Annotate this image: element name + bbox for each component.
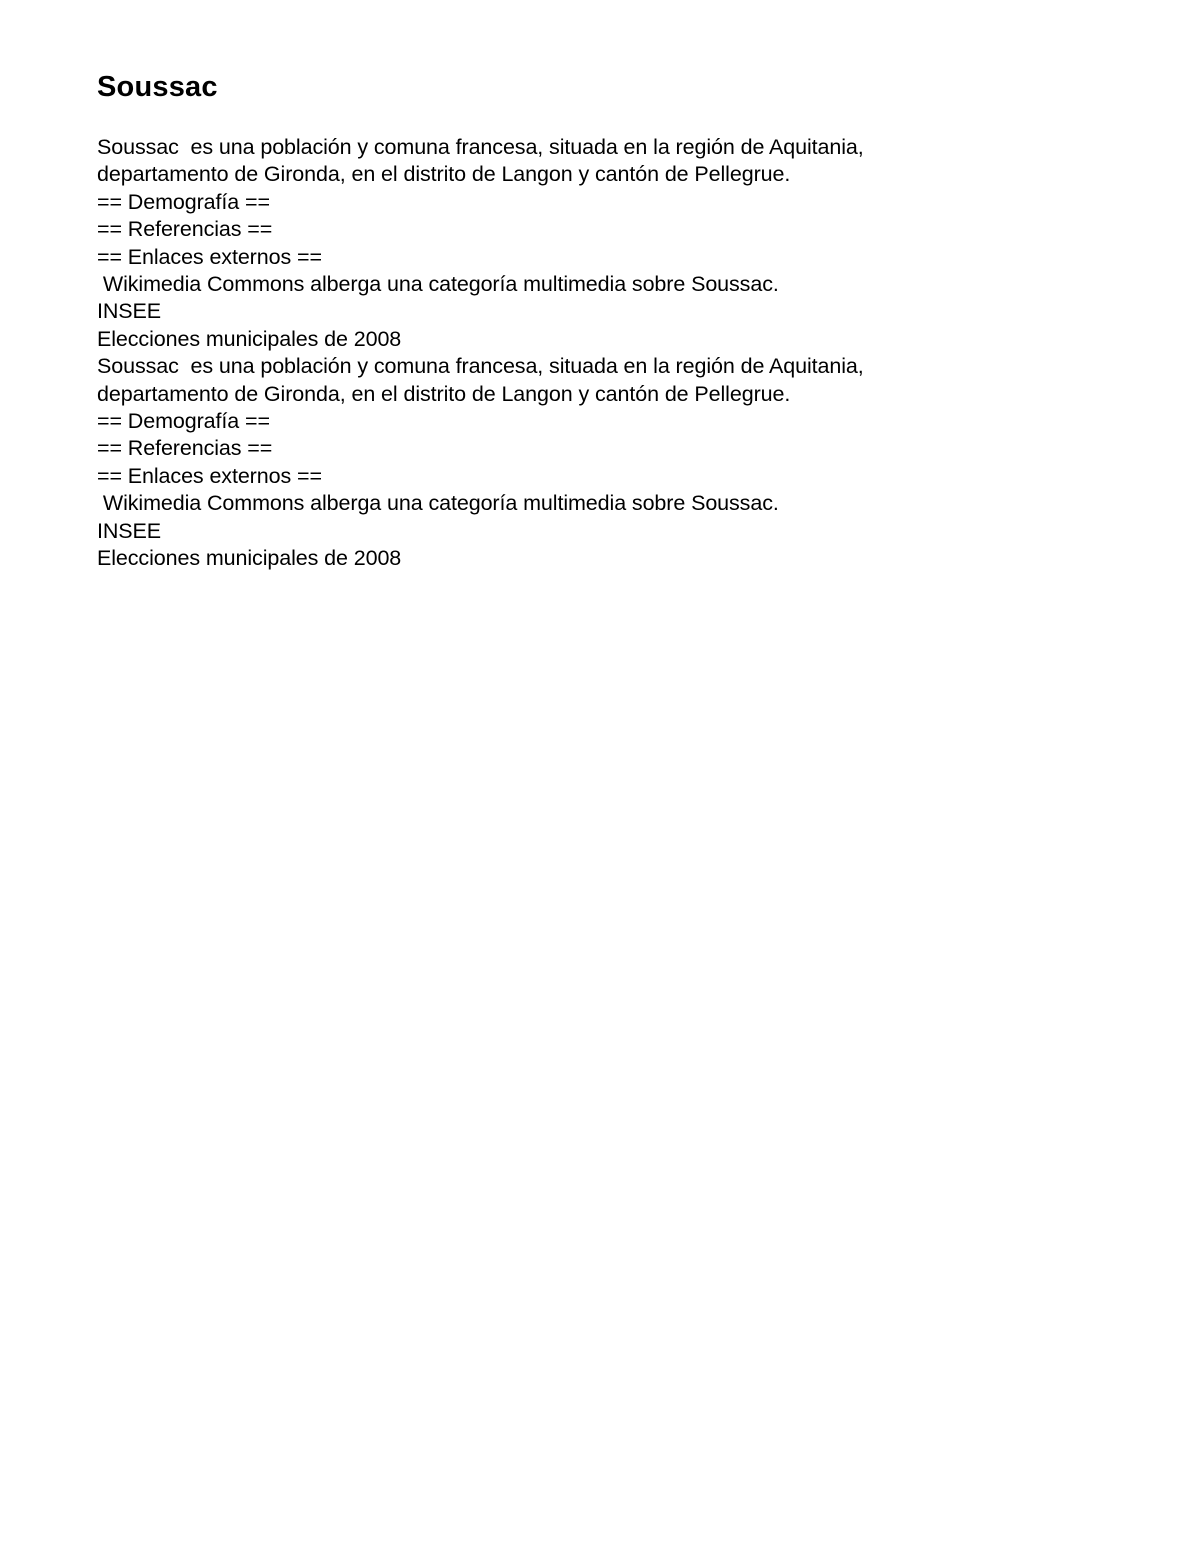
- document-page: [97, 68, 1097, 573]
- section-heading-demografia: == Demografía ==: [97, 189, 270, 214]
- commons-note-repeat: Wikimedia Commons alberga una categoría multimedia sobre Soussac.: [97, 491, 779, 516]
- section-heading-referencias: == Referencias ==: [97, 217, 273, 242]
- section-heading-demografia-repeat: == Demografía ==: [97, 409, 270, 434]
- reference-insee-repeat: INSEE: [97, 518, 162, 543]
- document-body: [97, 134, 1097, 573]
- reference-elecciones: Elecciones municipales de 2008: [97, 326, 402, 351]
- reference-elecciones-repeat: Elecciones municipales de 2008: [97, 546, 402, 571]
- paragraph-intro-line-1: Soussac es una población y comuna francesa, situada en la región de Aquitania,: [97, 135, 864, 159]
- paragraph-intro-line-2-repeat: departamento de Gironda, en el distrito de Langon y cantón de Pellegrue.: [97, 381, 791, 406]
- page-title: Soussac: [97, 71, 218, 103]
- paragraph-intro-line-1-repeat: Soussac es una población y comuna francesa, situada en la región de Aquitania,: [97, 354, 864, 379]
- reference-insee: INSEE: [97, 299, 162, 324]
- section-heading-enlaces-externos: == Enlaces externos ==: [97, 244, 322, 269]
- section-heading-referencias-repeat: == Referencias ==: [97, 436, 273, 461]
- paragraph-intro-line-2: departamento de Gironda, en el distrito de Langon y cantón de Pellegrue.: [97, 162, 791, 187]
- section-heading-enlaces-externos-repeat: == Enlaces externos ==: [97, 463, 322, 488]
- commons-note: Wikimedia Commons alberga una categoría multimedia sobre Soussac.: [97, 272, 779, 297]
